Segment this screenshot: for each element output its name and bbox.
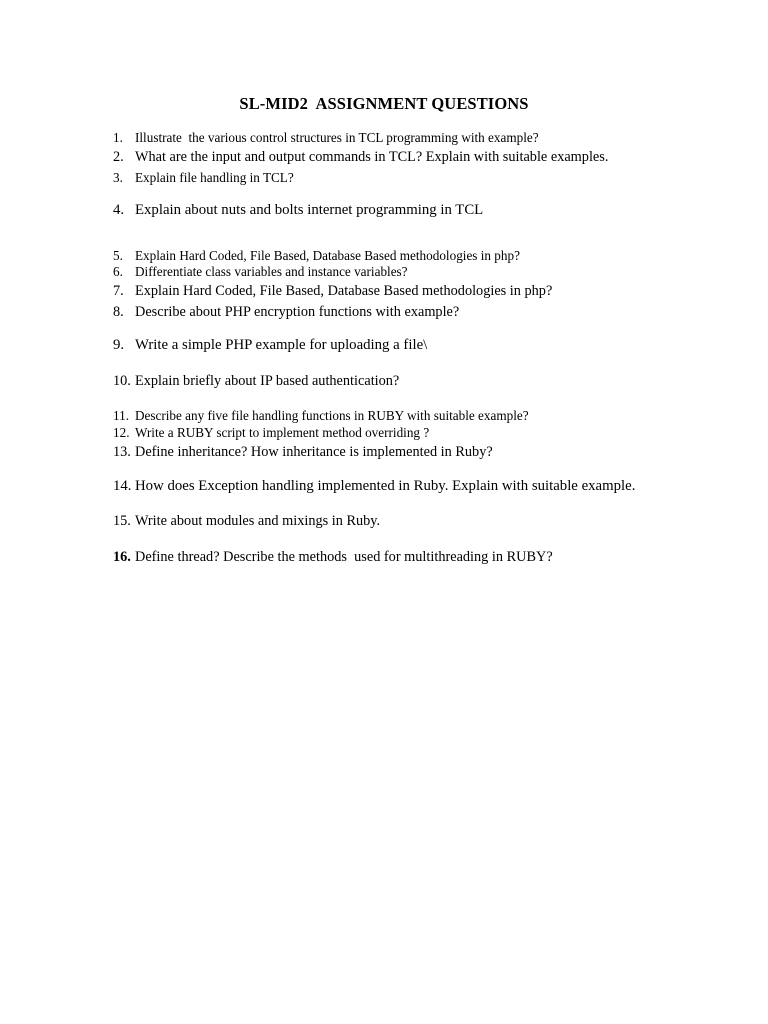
question-text: Differentiate class variables and instance variables? bbox=[135, 264, 408, 279]
question-number: 14. bbox=[113, 478, 132, 494]
question-number: 15. bbox=[113, 513, 131, 529]
question-number: 7. bbox=[113, 283, 124, 299]
question-item bbox=[113, 549, 553, 617]
question-text: Describe any five file handling functions in RUBY with suitable example? bbox=[135, 408, 529, 423]
question-number: 13. bbox=[113, 444, 131, 460]
question-number: 16. bbox=[113, 549, 131, 565]
question-text: Define inheritance? How inheritance is implemented in Ruby? bbox=[135, 444, 493, 460]
question-text: Explain briefly about IP based authentication? bbox=[135, 373, 400, 389]
document-title: SL-MID2 ASSIGNMENT QUESTIONS bbox=[239, 94, 529, 113]
question-number: 9. bbox=[113, 337, 125, 353]
question-text: How does Exception handling implemented in Ruby. Explain with suitable example. bbox=[135, 478, 636, 494]
question-text: Explain Hard Coded, File Based, Database Based methodologies in php? bbox=[135, 248, 520, 263]
question-number: 5. bbox=[113, 248, 123, 263]
question-text: Write a RUBY script to implement method overriding ? bbox=[135, 425, 430, 440]
question-text: Explain about nuts and bolts internet programming in TCL bbox=[135, 202, 484, 218]
question-text: Explain Hard Coded, File Based, Database Based methodologies in php? bbox=[135, 283, 553, 299]
question-text: Describe about PHP encryption functions with example? bbox=[135, 304, 460, 320]
question-text: Explain file handling in TCL? bbox=[135, 170, 294, 185]
question-number: 2. bbox=[113, 149, 124, 165]
question-text: Write about modules and mixings in Ruby. bbox=[135, 513, 381, 529]
question-text: Define thread? Describe the methods used for multithreading in RUBY? bbox=[135, 549, 553, 565]
question-number: 1. bbox=[113, 130, 123, 145]
question-number: 3. bbox=[113, 170, 123, 185]
question-number: 6. bbox=[113, 264, 123, 279]
question-number: 12. bbox=[113, 425, 130, 440]
question-number: 8. bbox=[113, 304, 124, 320]
question-number: 10. bbox=[113, 373, 131, 389]
question-number: 11. bbox=[113, 408, 129, 423]
question-text: Write a simple PHP example for uploading a file\ bbox=[135, 337, 428, 353]
question-number: 4. bbox=[113, 202, 125, 218]
question-text: What are the input and output commands in TCL? Explain with suitable examples. bbox=[135, 149, 609, 165]
question-text: Illustrate the various control structures in TCL programming with example? bbox=[135, 130, 539, 145]
